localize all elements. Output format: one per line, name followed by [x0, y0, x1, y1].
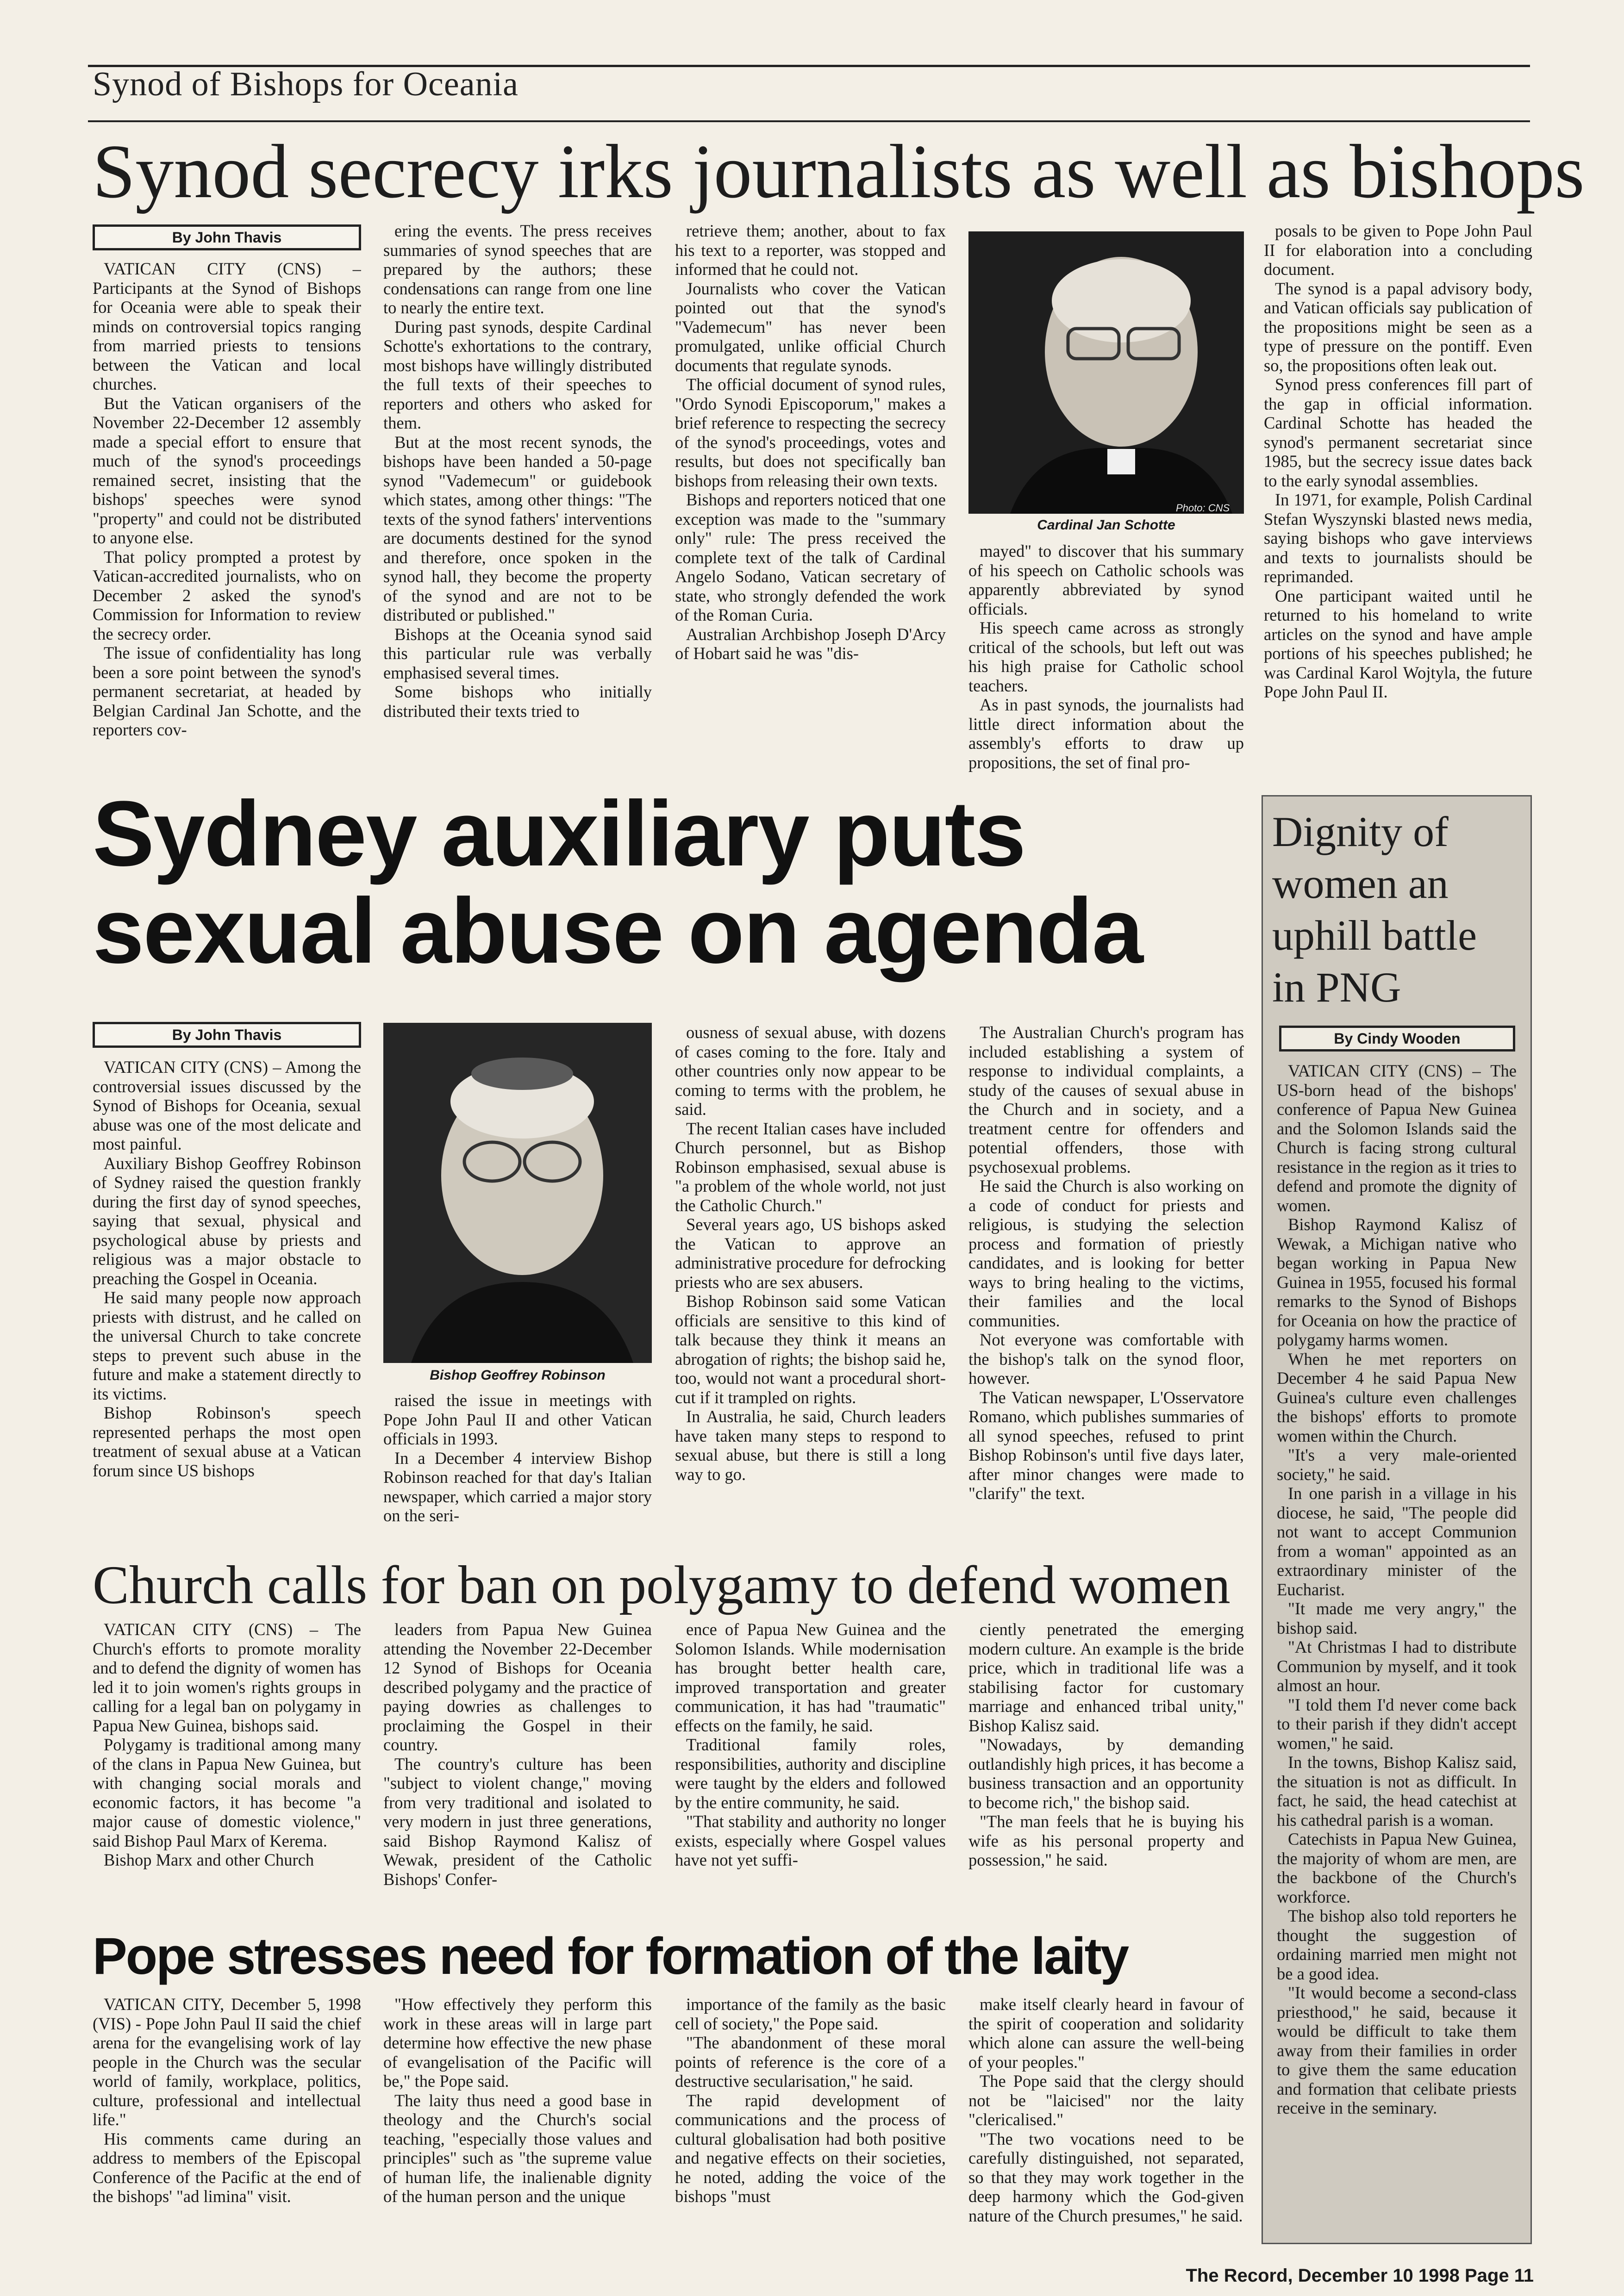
article3-column-1	[93, 1620, 361, 1935]
article4-column-4	[968, 1995, 1244, 2259]
article1-column-2	[383, 221, 652, 778]
paragraph: Catechists in Papua New Guinea, the majority of whom are men, are the backbone of the Church's workforce.	[1277, 1829, 1517, 1906]
paragraph: raised the issue in meetings with Pope John Paul II and other Vatican officials in 1993.	[383, 1391, 652, 1448]
sidebar-column	[1277, 1061, 1517, 2237]
article4-column-2	[383, 1995, 652, 2259]
paragraph: Traditional family roles, responsibilities, authority and discipline were taught by the elders and followed by the entire community, he said.	[675, 1735, 946, 1812]
paragraph: Journalists who cover the Vatican pointed out that the synod's "Vademecum" has never been promulgated, unlike official Church documents that regulate synods.	[675, 279, 946, 375]
article4-headline: Pope stresses need for formation of the laity	[93, 1927, 1128, 1985]
photo-credit: Photo: CNS	[1176, 502, 1230, 514]
paragraph: When he met reporters on December 4 he said Papua New Guinea's culture even challenges the bishops' efforts to promote women within the Church.	[1277, 1349, 1517, 1445]
paragraph: The recent Italian cases have included Church personnel, but as Bishop Robinson emphasised, sexual abuse is "a problem of the whole world, not just the Catholic Church."	[675, 1119, 946, 1215]
paragraph: The Vatican newspaper, L'Osservatore Romano, which publishes summaries of all synod speeches, refused to print Bishop Robinson's until five days later, after minor changes were made to "clarify" the text.	[968, 1388, 1244, 1503]
section-label: Synod of Bishops for Oceania	[93, 65, 518, 103]
paragraph: "The abandonment of these moral points of reference is the core of a destructive secularisation," he said.	[675, 2033, 946, 2091]
paragraph: "It made me very angry," the bishop said.	[1277, 1599, 1517, 1637]
paragraph: In the towns, Bishop Kalisz said, the situation is not as difficult. In fact, he said, the head catechist at his cathedral parish is a woman.	[1277, 1753, 1517, 1829]
paragraph: The issue of confidentiality has long been a sore point between the synod's permanent secretariat, at headed by Belgian Cardinal Jan Schotte, and the reporters cov-	[93, 643, 361, 739]
paragraph: In Australia, he said, Church leaders have taken many steps to respond to sexual abuse, but there is still a long way to go.	[675, 1407, 946, 1484]
paragraph: Bishop Robinson said some Vatican officials are sensitive to this kind of talk because they think it means an abrogation of rights; the bishop said he, too, would not want a procedural short-cut if it trampled on rights.	[675, 1292, 946, 1407]
paragraph: But at the most recent synods, the bishops have been handed a 50-page synod "Vademecum" or guidebook which states, among other things: "The texts of the synod fathers' interventions are documents destined for the synod and therefore, once spoken in the synod hall, they become the property of the synod and are not to be distributed or published."	[383, 432, 652, 624]
photo-caption-schotte: Cardinal Jan Schotte	[1037, 517, 1175, 533]
paragraph: Bishop Robinson's speech represented perhaps the most open treatment of sexual abuse at a Vatican forum since US bishops	[93, 1403, 361, 1480]
article1-column-3	[675, 221, 946, 778]
paragraph: He said the Church is also working on a code of conduct for priests and religious, is studying the selection process and formation of priestly candidates, and is looking for better ways to bring healing to the victims, their families and the local communities.	[968, 1176, 1244, 1330]
article2-column-2	[383, 1391, 652, 1548]
sidebar-headline: Dignity of women an uphill battle in PNG	[1272, 808, 1477, 1011]
paragraph: "At Christmas I had to distribute Communion by myself, and it took almost an hour.	[1277, 1637, 1517, 1695]
paragraph: The laity thus need a good base in theology and the Church's social teaching, "especially those values and principles" such as "the supreme value of human life, the inalienable dignity of the human person and the unique	[383, 2091, 652, 2206]
article2-column-1	[93, 1058, 361, 1548]
paragraph: "I told them I'd never come back to their parish if they didn't accept women," he said.	[1277, 1695, 1517, 1753]
paragraph: The official document of synod rules, "Ordo Synodi Episcoporum," makes a brief reference to respecting the secrecy of the synod's proceedings, votes and results, but does not specifically ban bishops from releasing their own texts.	[675, 375, 946, 490]
portrait-image	[968, 231, 1244, 514]
paragraph: Several years ago, US bishops asked the Vatican to approve an administrative procedure for defrocking priests who are sex abusers.	[675, 1215, 946, 1292]
paragraph: Polygamy is traditional among many of the clans in Papua New Guinea, but with changing social morals and economic factors, it has become "a major cause of domestic violence," said Bishop Paul Marx of Kerema.	[93, 1735, 361, 1850]
article3-headline: Church calls for ban on polygamy to defend women	[93, 1555, 1230, 1615]
paragraph: During past synods, despite Cardinal Schotte's exhortations to the contrary, most bishops have willingly distributed the full texts of their speeches to reporters and others who asked for them.	[383, 317, 652, 432]
article1-column-1	[93, 259, 361, 778]
paragraph: In a December 4 interview Bishop Robinson reached for that day's Italian newspaper, which carried a major story on the seri-	[383, 1448, 652, 1525]
paragraph: Some bishops who initially distributed their texts tried to	[383, 682, 652, 721]
paragraph: "The two vocations need to be carefully distinguished, not separated, so that they may work together in the deep harmony which the God-given nature of the Church presumes," he said.	[968, 2129, 1244, 2225]
paragraph: His speech came across as strongly critical of the schools, but left out was his high praise for Catholic school teachers.	[968, 618, 1244, 695]
paragraph: "How effectively they perform this work in these areas will in large part determine how effective the new phase of evangelisation of the Pacific will be," the Pope said.	[383, 1995, 652, 2091]
paragraph: ousness of sexual abuse, with dozens of cases coming to the fore. Italy and other countries only now appear to be coming to terms with the problem, he said.	[675, 1023, 946, 1119]
paragraph: The synod is a papal advisory body, and Vatican officials say publication of the propositions might be seen as a type of pressure on the pontiff. Even so, the propositions often leak out.	[1264, 279, 1532, 375]
paragraph: VATICAN CITY (CNS) – The US-born head of the bishops' conference of Papua New Guinea and the Solomon Islands said the Church is facing strong cultural resistance in the region as it tries to defend and promote the dignity of women.	[1277, 1061, 1517, 1215]
paragraph: ciently penetrated the emerging modern culture. An example is the bride price, which in traditional life was a stabilising factor for customary marriage and enhanced tribal unity," Bishop Kalisz said.	[968, 1620, 1244, 1735]
sidebar-box	[1262, 795, 1532, 2244]
paragraph: Synod press conferences fill part of the gap in official information. Cardinal Schotte has headed the synod's permanent secretariat since 1985, but the secrecy issue dates back to the early synodal assemblies.	[1264, 375, 1532, 490]
paragraph: mayed" to discover that his summary of his speech on Catholic schools was apparently abbreviated by synod officials.	[968, 541, 1244, 618]
paragraph: Bishop Marx and other Church	[104, 1850, 314, 1869]
article2-headline-line2: sexual abuse on agenda	[93, 879, 1143, 983]
paragraph: Australian Archbishop Joseph D'Arcy of Hobart said he was "dis-	[675, 624, 946, 663]
paragraph: One participant waited until he returned to his homeland to write articles on the synod and have ample portions of his speeches published; he was Cardinal Karol Wojtyla, the future Pope John Paul II.	[1264, 586, 1532, 701]
paragraph: "The man feels that he is buying his wife as his personal property and possession," he said.	[968, 1812, 1244, 1869]
paragraph: make itself clearly heard in favour of the spirit of cooperation and solidarity which alone can assure the well-being of your peoples."	[968, 1995, 1244, 2072]
paragraph: Bishop Raymond Kalisz of Wewak, a Michigan native who began working in Papua New Guinea in 1955, focused his formal remarks to the Synod of Bishops for Oceania on how the practice of polygamy harms women.	[1277, 1215, 1517, 1349]
paragraph: "It's a very male-oriented society," he said.	[1277, 1445, 1517, 1484]
article3-column-2	[383, 1620, 652, 1935]
paragraph: importance of the family as the basic cell of society," the Pope said.	[675, 1995, 946, 2033]
portrait-image	[383, 1023, 652, 1363]
article1-byline: By John Thavis	[93, 224, 361, 250]
article2-headline-line1: Sydney auxiliary puts	[93, 782, 1025, 885]
paragraph: He said many people now approach priests with distrust, and he called on the universal Church to take concrete steps to prevent such abuse in the future and make a statement directly to its victims.	[93, 1288, 361, 1403]
paragraph: VATICAN CITY (CNS) – Participants at the Synod of Bishops for Oceania were able to speak their minds on controversial topics ranging from married priests to tensions between the Vatican and local churches.	[93, 259, 361, 393]
paragraph: The Pope said that the clergy should not be "laicised" nor the laity "clericalised."	[968, 2072, 1244, 2129]
paragraph: ering the events. The press receives summaries of synod speeches that are prepared by the authors; these condensations can range from one line to nearly the entire text.	[383, 221, 652, 317]
paragraph: His comments came during an address to members of the Episcopal Conference of the Pacific at the end of the bishops' "ad limina" visit.	[93, 2129, 361, 2206]
paragraph: VATICAN CITY (CNS) – Among the controversial issues discussed by the Synod of Bishops for Oceania, sexual abuse was one of the most delicate and most painful.	[93, 1058, 361, 1153]
paragraph: posals to be given to Pope John Paul II for elaboration into a concluding document.	[1264, 221, 1532, 279]
photo-bishop-robinson	[383, 1023, 652, 1363]
paragraph: "It would become a second-class priesthood," he said, because it would be difficult to take them away from their families in order to give them the same education and formation that celibate priests receive in the seminary.	[1277, 1983, 1517, 2117]
article4-column-1	[93, 1995, 361, 2259]
paragraph: ence of Papua New Guinea and the Solomon Islands. While modernisation has brought better health care, improved transportation and greater communication, it has had "traumatic" effects on the family, he said.	[675, 1620, 946, 1735]
article1-headline: Synod secrecy irks journalists as well as bishops	[93, 129, 1585, 214]
paragraph: "Nowadays, by demanding outlandishly high prices, it has become a business transaction and an opportunity to become rich," the bishop said.	[968, 1735, 1244, 1812]
article3-column-4	[968, 1620, 1244, 1935]
paragraph: VATICAN CITY (CNS) – The Church's efforts to promote morality and to defend the dignity of women has led it to join women's rights groups in calling for a legal ban on polygamy in Papua New Guinea, bishops said.	[93, 1620, 361, 1735]
paragraph: Not everyone was comfortable with the bishop's talk on the synod floor, however.	[968, 1330, 1244, 1388]
photo-cardinal-schotte	[968, 231, 1244, 514]
article2-column-3	[675, 1023, 946, 1548]
paragraph: The rapid development of communications and the process of cultural globalisation had both positive and negative effects on their societies, he noted, adding the voice of the bishops "must	[675, 2091, 946, 2206]
sidebar-byline: By Cindy Wooden	[1279, 1026, 1515, 1052]
paragraph: In one parish in a village in his diocese, he said, "The people did not want to accept Communion from a woman" appointed as an extraordinary minister of the Eucharist.	[1277, 1484, 1517, 1599]
paragraph: "That stability and authority no longer exists, especially where Gospel values have not yet suffi-	[675, 1812, 946, 1869]
article4-column-3	[675, 1995, 946, 2259]
paragraph: Auxiliary Bishop Geoffrey Robinson of Sydney raised the question frankly during the first day of synod speeches, saying that sexual, physical and psychological abuse by priests and religious was a major obstacle to preaching the Gospel in Oceania.	[93, 1153, 361, 1288]
paragraph: The bishop also told reporters he thought the suggestion of ordaining married men might not be a good idea.	[1277, 1906, 1517, 1983]
page-footer: The Record, December 10 1998 Page 11	[1186, 2265, 1534, 2286]
paragraph: In 1971, for example, Polish Cardinal Stefan Wyszynski blasted news media, saying bishops who gave interviews and texts to journalists should be reprimanded.	[1264, 490, 1532, 586]
article3-column-3	[675, 1620, 946, 1935]
paragraph: leaders from Papua New Guinea attending the November 22-December 12 Synod of Bishops for Oceania described polygamy and the practice of paying dowries as challenges to proclaiming the Gospel in their country.	[383, 1620, 652, 1754]
paragraph: But the Vatican organisers of the November 22-December 12 assembly made a special effort to ensure that much of the synod's proceedings remained secret, insisting that the bishops' speeches were synod "property" and could not be distributed to anyone else.	[93, 393, 361, 547]
article1-column-4	[968, 541, 1244, 778]
article2-byline: By John Thavis	[93, 1022, 361, 1048]
section-rule	[88, 120, 1530, 122]
paragraph: As in past synods, the journalists had little direct information about the assembly's efforts to draw up propositions, the set of final pro-	[968, 695, 1244, 772]
paragraph: Bishops at the Oceania synod said this particular rule was verbally emphasised several times.	[383, 624, 652, 682]
photo-caption-robinson: Bishop Geoffrey Robinson	[430, 1368, 606, 1383]
article2-column-4	[968, 1023, 1244, 1548]
paragraph: That policy prompted a protest by Vatican-accredited journalists, who on December 2 asked the synod's Commission for Information to review the secrecy order.	[93, 547, 361, 643]
paragraph: retrieve them; another, about to fax his text to a reporter, was stopped and informed that he could not.	[675, 221, 946, 279]
article1-column-5	[1264, 221, 1532, 786]
paragraph: The Australian Church's program has included establishing a system of response to individual complaints, a study of the causes of sexual abuse in the Church and in society, and a treatment centre for offenders and potential offenders, those with psychosexual problems.	[968, 1023, 1244, 1176]
paragraph: The country's culture has been "subject to violent change," moving from very traditional and isolated to very modern in just three generations, said Bishop Raymond Kalisz of Wewak, president of the Catholic Bishops' Confer-	[383, 1754, 652, 1889]
paragraph: Bishops and reporters noticed that one exception was made to the "summary only" rule: The press received the complete text of the talk of Cardinal Angelo Sodano, Vatican secretary of state, who strongly defended the work of the Roman Curia.	[675, 490, 946, 624]
paragraph: VATICAN CITY, December 5, 1998 (VIS) - Pope John Paul II said the chief arena for the evangelising work of lay people in the Church was the secular world of family, workplace, politics, culture, professional and intellectual life."	[93, 1995, 361, 2129]
